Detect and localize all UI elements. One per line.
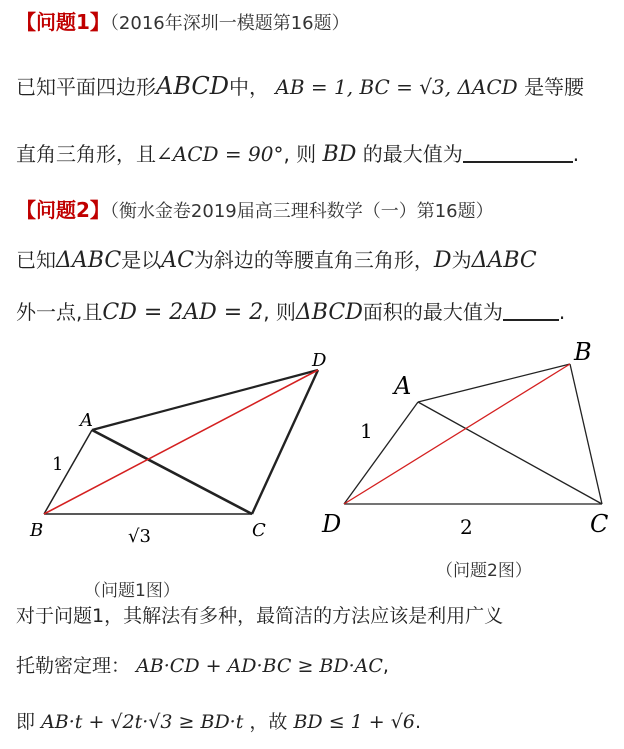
text: 即 [16, 711, 36, 733]
problem2-header [16, 196, 494, 226]
diagonal-bd [344, 364, 570, 504]
label-d: D [312, 350, 327, 371]
label-side-ab: 1 [52, 454, 64, 475]
problem1-tag: 【问题1】 [16, 10, 110, 34]
label-b: B [574, 338, 592, 366]
problem1-line1 [16, 72, 584, 101]
math-ineq: AB·t + √2t·√3 ≥ BD·t [41, 711, 244, 733]
edge-ad [344, 402, 418, 504]
label-d: D [322, 510, 342, 538]
text: 是以 [121, 248, 162, 272]
math-tri1: ΔABC [56, 248, 122, 273]
math-target: BD [322, 142, 357, 167]
math-cond2: ∠ACD = 90° [156, 142, 284, 166]
problem2-line2 [16, 298, 565, 327]
label-c: C [252, 520, 266, 541]
label-side-ad: 1 [360, 419, 373, 443]
answer-blank [463, 141, 573, 163]
label-a: A [80, 410, 93, 431]
text: . [558, 300, 566, 324]
label-a: A [394, 372, 412, 400]
label-b: B [30, 520, 44, 541]
problem1-header [16, 8, 350, 38]
math-result: BD ≤ 1 + √6 [293, 711, 415, 733]
text: 托勒密定理： [16, 655, 131, 677]
solution-line1: 对于问题1，其解法有多种，最简洁的方法应该是利用广义 [16, 605, 504, 627]
label-side-bc: √3 [128, 526, 151, 547]
text: . [572, 142, 580, 166]
edge-ad [92, 370, 318, 430]
problem2-source: （衡水金卷2019届高三理科数学（一）第16题） [109, 201, 494, 222]
solution-line3 [16, 708, 421, 736]
label-c: C [590, 510, 609, 538]
text: , 则 [263, 300, 296, 324]
figure2-caption: （问题2图） [436, 561, 532, 581]
text: . [414, 711, 421, 733]
edge-ac [418, 402, 602, 504]
edge-cd [252, 370, 318, 514]
text: 中， [229, 75, 270, 99]
text: 面积的最大值为 [362, 300, 503, 324]
math-cond: CD = 2AD = 2 [102, 300, 264, 325]
problem2-line1 [16, 246, 537, 275]
text: , [382, 655, 389, 677]
edge-bc [570, 364, 602, 504]
solution-line2 [16, 652, 389, 680]
text: 直角三角形，且 [16, 142, 156, 166]
edge-ab [418, 364, 570, 402]
text: ，故 [249, 711, 288, 733]
figure2 [320, 330, 624, 550]
text: 为斜边的等腰直角三角形， [193, 248, 434, 272]
problem1-line2 [16, 140, 579, 169]
text: 已知平面四边形 [16, 75, 156, 99]
math-cond1: AB = 1, BC = √3, ΔACD [275, 75, 518, 99]
text: 的最大值为 [362, 142, 463, 166]
math-quad: ABCD [156, 72, 230, 100]
problem1-source: （2016年深圳一模题第16题） [109, 13, 350, 34]
math-hyp: AC [161, 248, 194, 273]
edge-ac [92, 430, 252, 514]
text: 外一点,且 [16, 300, 103, 324]
problem2-tag: 【问题2】 [16, 198, 110, 222]
math-tri3: ΔBCD [295, 300, 363, 325]
text: 为 [451, 248, 472, 272]
label-side-dc: 2 [460, 515, 473, 539]
text: , 则 [283, 142, 317, 166]
text: 是等腰 [524, 75, 585, 99]
math-ptolemy: AB·CD + AD·BC ≥ BD·AC [136, 655, 383, 677]
figure1-caption: （问题1图） [84, 581, 180, 601]
math-tri2: ΔABC [471, 248, 537, 273]
text: 已知 [16, 248, 56, 272]
answer-blank [503, 299, 559, 321]
math-pt: D [433, 248, 452, 273]
figure1 [0, 340, 330, 560]
